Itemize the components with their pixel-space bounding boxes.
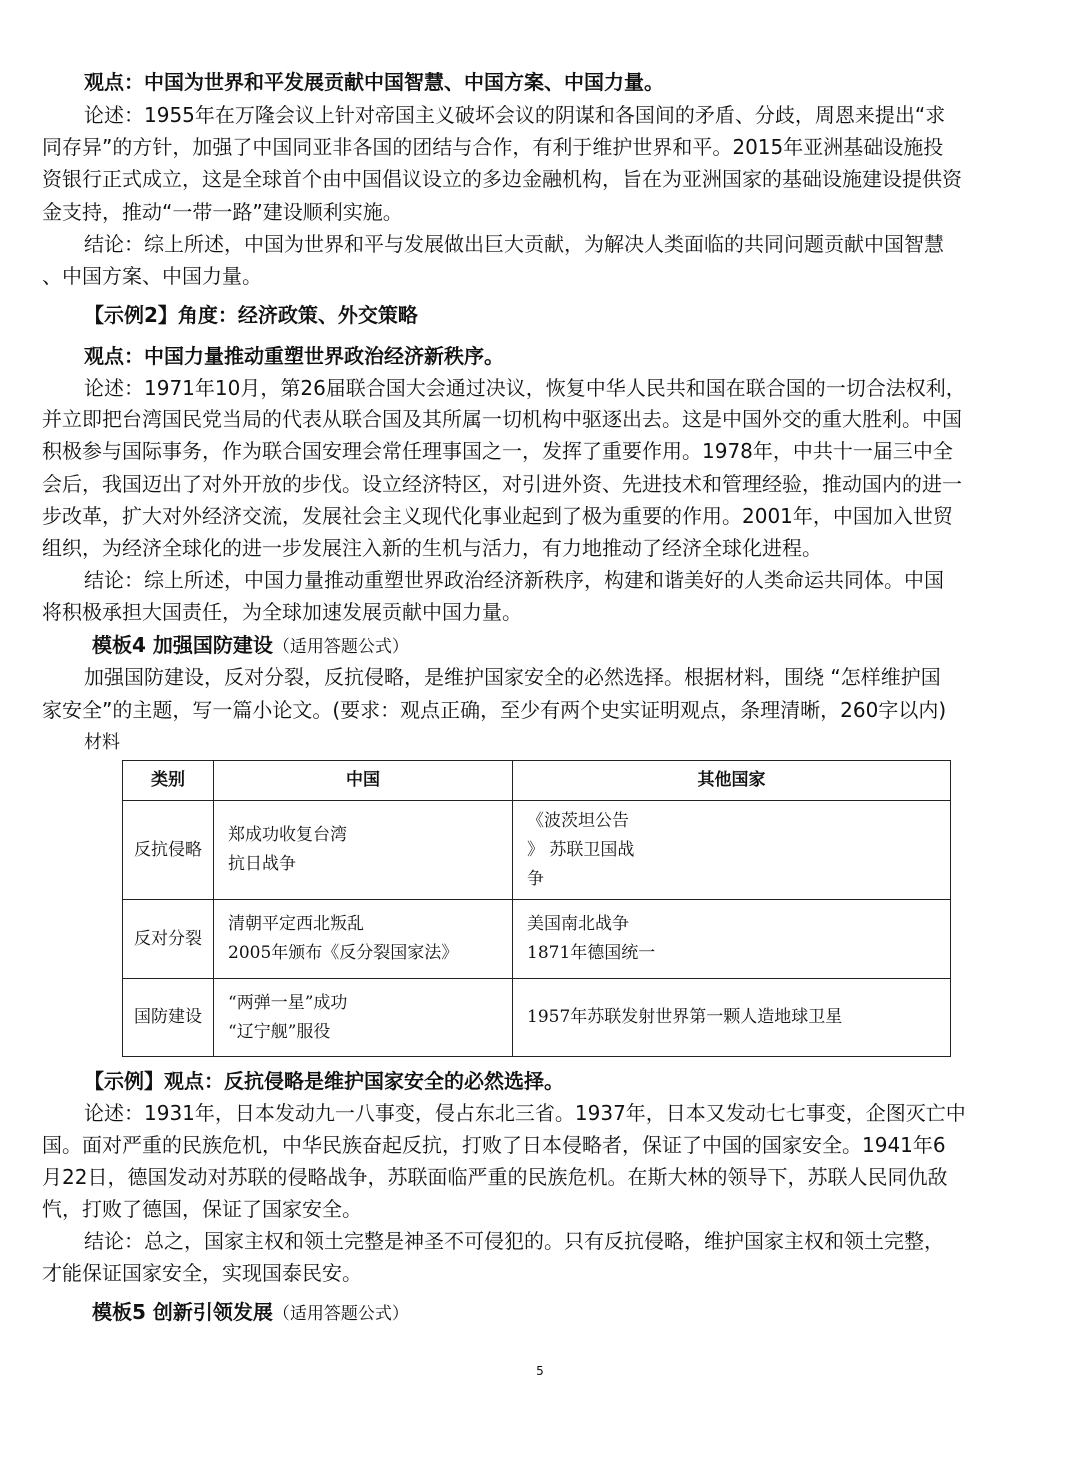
argument-3-line-4: 忾，打败了德国，保证了国家安全。 <box>42 1197 362 1221</box>
example-2-heading: 【示例2】角度：经济政策、外交策略 <box>84 303 418 327</box>
conclusion-2-line-1: 结论：综上所述，中国力量推动重塑世界政治经济新秩序，构建和谐美好的人类命运共同体。中国 <box>84 568 944 592</box>
conclusion-2-line-2: 将积极承担大国责任，为全球加速发展贡献中国力量。 <box>42 600 522 624</box>
table-row <box>123 801 951 900</box>
argument-2-line-2: 并立即把台湾国民党当局的代表从联合国及其所属一切机构中驱逐出去。这是中国外交的重大胜利。中国 <box>42 407 962 431</box>
argument-2-line-3: 积极参与国际事务，作为联合国安理会常任理事国之一，发挥了重要作用。1978年，中共十一届三中全 <box>42 439 953 463</box>
template-5-heading <box>92 1297 409 1327</box>
table-row <box>123 979 951 1057</box>
cell-line: 《波茨坦公告 <box>527 810 629 831</box>
argument-3-line-3: 月22日，德国发动对苏联的侵略战争，苏联面临严重的民族危机。在斯大林的领导下，苏联人民同仇敌 <box>42 1165 948 1189</box>
china-cell <box>214 979 513 1057</box>
cell-line: 2005年颁布《反分裂国家法》 <box>228 943 459 963</box>
viewpoint-2: 观点：中国力量推动重塑世界政治经济新秩序。 <box>84 344 504 368</box>
template-5-note: （适用答题公式） <box>272 1304 409 1324</box>
viewpoint-1: 观点：中国为世界和平发展贡献中国智慧、中国方案、中国力量。 <box>84 70 664 94</box>
cell-line: 1957年苏联发射世界第一颗人造地球卫星 <box>527 1007 843 1027</box>
row-category: 反对分裂 <box>123 900 214 979</box>
other-countries-cell <box>513 900 951 979</box>
header-china: 中国 <box>214 761 513 801</box>
prompt-line-2: 家安全”的主题，写一篇小论文。(要求：观点正确，至少有两个史实证明观点，条理清晰，260字以内) <box>42 698 947 722</box>
argument-2-line-4: 会后，我国迈出了对外开放的步伐。设立经济特区，对引进外资、先进技术和管理经验，推动国内的进一 <box>42 472 962 496</box>
template-4-note: （适用答题公式） <box>272 637 409 657</box>
argument-1-line-2: 同存异”的方针，加强了中国同亚非各国的团结与合作，有利于维护世界和平。2015年亚洲基础设施投 <box>42 135 944 159</box>
argument-3-line-2: 国。面对严重的民族危机，中华民族奋起反抗，打败了日本侵略者，保证了中国的国家安全。1941年6 <box>42 1133 946 1157</box>
template-4-title: 模板4 加强国防建设 <box>92 633 273 657</box>
conclusion-3-line-2: 才能保证国家安全，实现国泰民安。 <box>42 1261 362 1285</box>
conclusion-1-line-2: 、中国方案、中国力量。 <box>42 264 262 288</box>
example-viewpoint: 【示例】观点：反抗侵略是维护国家安全的必然选择。 <box>84 1069 564 1093</box>
cell-line: 争 <box>527 868 544 889</box>
argument-3-line-1: 论述：1931年，日本发动九一八事变，侵占东北三省。1937年，日本又发动七七事变，企图灭亡中 <box>84 1101 966 1125</box>
cell-line: 清朝平定西北叛乱 <box>228 914 364 934</box>
cell-line: “两弹一星”成功 <box>228 992 348 1013</box>
cell-line: 1871年德国统一 <box>527 943 656 963</box>
row-category: 反抗侵略 <box>123 801 214 900</box>
cell-line: 抗日战争 <box>228 854 296 874</box>
argument-2-line-6: 组织，为经济全球化的进一步发展注入新的生机与活力，有力地推动了经济全球化进程。 <box>42 536 822 560</box>
prompt-line-1: 加强国防建设，反对分裂，反抗侵略，是维护国家安全的必然选择。根据材料，围绕 “怎样维护国 <box>84 665 941 689</box>
material-table <box>122 760 951 1057</box>
conclusion-1-line-1: 结论：综上所述，中国为世界和平与发展做出巨大贡献，为解决人类面临的共同问题贡献中国智慧 <box>84 232 944 256</box>
cell-line: “辽宁舰”服役 <box>228 1021 331 1042</box>
cell-line: 》 苏联卫国战 <box>527 839 635 860</box>
template-4-heading <box>92 630 409 660</box>
header-category: 类别 <box>123 761 214 801</box>
argument-1-line-4: 金支持，推动“一带一路”建设顺利实施。 <box>42 200 403 224</box>
argument-2-line-1: 论述：1971年10月，第26届联合国大会通过决议，恢复中华人民共和国在联合国的一切合法权利， <box>84 376 966 400</box>
header-other-countries: 其他国家 <box>513 761 951 801</box>
china-cell <box>214 801 513 900</box>
page-number: 5 <box>536 1364 544 1378</box>
cell-line: 美国南北战争 <box>527 914 629 934</box>
table-header-row <box>123 761 951 801</box>
argument-1-line-1: 论述：1955年在万隆会议上针对帝国主义破坏会议的阴谋和各国间的矛盾、分歧，周恩来提出“求 <box>84 103 946 127</box>
material-label: 材料 <box>84 732 120 753</box>
other-countries-cell <box>513 979 951 1057</box>
cell-line: 郑成功收复台湾 <box>228 825 347 845</box>
china-cell <box>214 900 513 979</box>
argument-1-line-3: 资银行正式成立，这是全球首个由中国倡议设立的多边金融机构，旨在为亚洲国家的基础设施建设提供资 <box>42 167 962 191</box>
conclusion-3-line-1: 结论：总之，国家主权和领土完整是神圣不可侵犯的。只有反抗侵略，维护国家主权和领土完整， <box>84 1229 944 1253</box>
other-countries-cell <box>513 801 951 900</box>
table-row <box>123 900 951 979</box>
row-category: 国防建设 <box>123 979 214 1057</box>
argument-2-line-5: 步改革，扩大对外经济交流，发展社会主义现代化事业起到了极为重要的作用。2001年，中国加入世贸 <box>42 504 953 528</box>
template-5-title: 模板5 创新引领发展 <box>92 1300 273 1324</box>
